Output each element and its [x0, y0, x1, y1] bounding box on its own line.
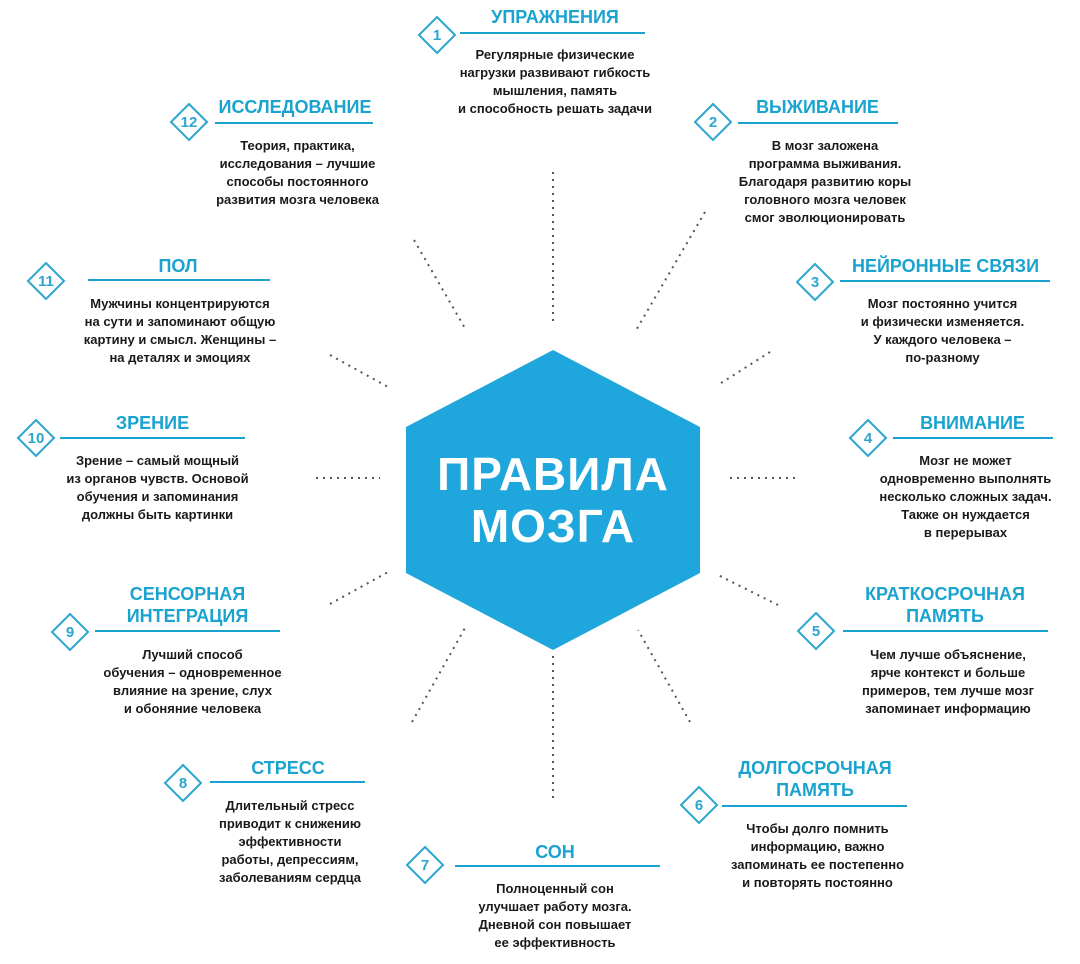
- description-line: примеров, тем лучше мозг: [861, 683, 1034, 698]
- description-line: Мозг не может: [919, 453, 1012, 468]
- rule-10-underline: [60, 437, 245, 439]
- rule-1-title: УПРАЖНЕНИЯ: [491, 7, 619, 27]
- description-line: на деталях и эмоциях: [109, 350, 251, 365]
- description-line: исследования – лучшие: [219, 156, 376, 171]
- center-title-line2: МОЗГА: [470, 500, 636, 552]
- rule-2-underline: [738, 122, 898, 124]
- rule-3-underline: [840, 280, 1050, 282]
- description-line: по-разному: [905, 350, 980, 365]
- rule-2-title: ВЫЖИВАНИЕ: [756, 97, 879, 117]
- rule-12-number-badge: [169, 102, 209, 142]
- rule-12-description: [190, 137, 405, 209]
- rule-1-description: [430, 46, 680, 118]
- rule-11-description: [60, 295, 300, 367]
- rule-9-title-line2: ИНТЕГРАЦИЯ: [126, 606, 249, 626]
- rule-9-underline: [95, 630, 280, 632]
- center-title: [406, 350, 700, 650]
- description-line: запоминает информацию: [865, 701, 1031, 716]
- rule-12-number: 12: [180, 113, 198, 131]
- description-line: Мозг постоянно учится: [867, 296, 1018, 311]
- rule-1-number: 1: [432, 26, 442, 44]
- description-line: смог эволюционировать: [744, 210, 906, 225]
- rule-11-title: ПОЛ: [158, 256, 198, 276]
- rule-3-number: 3: [810, 273, 820, 291]
- rule-4-description: [858, 452, 1073, 542]
- description-line: запоминать ее постепенно: [730, 857, 905, 872]
- description-line: нагрузки развивают гибкость: [459, 65, 651, 80]
- rule-6-description: [705, 820, 930, 892]
- description-line: на сути и запоминают общую: [84, 314, 276, 329]
- rule-9-title: [95, 583, 280, 627]
- description-line: обучения – одновременное: [103, 665, 282, 680]
- rule-7-number: 7: [420, 856, 430, 874]
- description-line: и способность решать задачи: [458, 101, 652, 116]
- description-line: Чтобы долго помнить: [746, 821, 889, 836]
- rule-5-number: 5: [811, 622, 821, 640]
- description-line: развития мозга человека: [216, 192, 379, 207]
- description-line: Лучший способ: [142, 647, 243, 662]
- rule-9-description: [85, 646, 300, 718]
- rule-6-number-badge: [679, 785, 719, 825]
- rule-6-title: [720, 757, 910, 801]
- description-line: эффективности: [238, 834, 342, 849]
- rule-9-number-badge: [50, 612, 90, 652]
- description-line: и физически изменяется.: [860, 314, 1025, 329]
- center-title-line1: ПРАВИЛА: [437, 448, 669, 500]
- description-line: обучения и запоминания: [76, 489, 239, 504]
- description-line: несколько сложных задач.: [879, 489, 1052, 504]
- description-line: способы постоянного: [226, 174, 369, 189]
- ray-12: [414, 240, 466, 330]
- rule-3-title: НЕЙРОННЫЕ СВЯЗИ: [851, 256, 1040, 276]
- description-line: У каждого человека –: [873, 332, 1012, 347]
- rule-5-title-line1: КРАТКОСРОЧНАЯ: [865, 584, 1025, 604]
- description-line: Чем лучше объяснение,: [870, 647, 1026, 662]
- description-line: должны быть картинки: [81, 507, 234, 522]
- description-line: Полноценный сон: [496, 881, 614, 896]
- rule-4-underline: [893, 437, 1053, 439]
- rule-12-title: ИССЛЕДОВАНИЕ: [218, 97, 372, 117]
- description-line: заболеваниям сердца: [219, 870, 361, 885]
- rule-6-title-line2: ПАМЯТЬ: [776, 780, 854, 800]
- description-line: улучшает работу мозга.: [478, 899, 632, 914]
- description-line: Регулярные физические: [475, 47, 635, 62]
- description-line: Длительный стресс: [225, 798, 355, 813]
- rule-5-number-badge: [796, 611, 836, 651]
- rule-9-number: 9: [65, 623, 75, 641]
- description-line: мышления, память: [492, 83, 618, 98]
- ray-11: [330, 355, 388, 387]
- ray-3: [718, 352, 770, 385]
- rule-5-title-line2: ПАМЯТЬ: [906, 606, 984, 626]
- rule-1-underline: [460, 32, 645, 34]
- description-line: картину и смысл. Женщины –: [83, 332, 277, 347]
- rule-6-title-line1: ДОЛГОСРОЧНАЯ: [738, 758, 892, 778]
- ray-2: [635, 212, 705, 332]
- description-line: и обоняние человека: [123, 701, 262, 716]
- rule-4-number: 4: [863, 429, 873, 447]
- rule-8-number: 8: [178, 774, 188, 792]
- rule-5-description: [833, 646, 1063, 718]
- rule-12-underline: [215, 122, 373, 124]
- description-line: Благодаря развитию коры: [738, 174, 912, 189]
- description-line: в перерывах: [923, 525, 1008, 540]
- rule-11-underline: [88, 279, 270, 281]
- rule-10-title: ЗРЕНИЕ: [115, 413, 190, 433]
- rule-2-description: [710, 137, 940, 227]
- rule-7-description: [445, 880, 665, 952]
- rule-3-number-badge: [795, 262, 835, 302]
- rule-8-title: СТРЕСС: [251, 758, 325, 778]
- rule-3-description: [830, 295, 1055, 367]
- rule-2-number-badge: [693, 102, 733, 142]
- ray-9: [330, 572, 388, 604]
- description-line: работы, депрессиям,: [221, 852, 359, 867]
- description-line: приводит к снижению: [218, 816, 361, 831]
- rule-7-number-badge: [405, 845, 445, 885]
- description-line: Теория, практика,: [240, 138, 355, 153]
- rule-8-description: [190, 797, 390, 887]
- description-line: В мозг заложена: [771, 138, 879, 153]
- rule-6-number: 6: [694, 796, 704, 814]
- rule-5-title: [845, 583, 1045, 627]
- description-line: влияние на зрение, слух: [113, 683, 272, 698]
- description-line: Дневной сон повышает: [478, 917, 632, 932]
- description-line: головного мозга человек: [744, 192, 906, 207]
- description-line: ее эффективность: [494, 935, 616, 950]
- description-line: Зрение – самый мощный: [75, 453, 240, 468]
- rule-10-description: [45, 452, 270, 524]
- rule-8-underline: [210, 781, 365, 783]
- description-line: из органов чувств. Основой: [66, 471, 249, 486]
- rule-4-title: ВНИМАНИЕ: [920, 413, 1025, 433]
- rule-6-underline: [722, 805, 907, 807]
- rule-7-title: СОН: [535, 842, 575, 862]
- rule-5-underline: [843, 630, 1048, 632]
- center-hexagon: [406, 350, 700, 650]
- ray-5: [718, 575, 778, 605]
- description-line: ярче контекст и больше: [870, 665, 1026, 680]
- rule-7-underline: [455, 865, 660, 867]
- description-line: информацию, важно: [750, 839, 885, 854]
- description-line: и повторять постоянно: [742, 875, 893, 890]
- description-line: программа выживания.: [748, 156, 902, 171]
- rule-9-title-line1: СЕНСОРНАЯ: [129, 584, 246, 604]
- description-line: Мужчины концентрируются: [90, 296, 270, 311]
- rule-11-number: 11: [38, 272, 54, 290]
- rule-10-number: 10: [27, 429, 45, 447]
- description-line: Также он нуждается: [901, 507, 1030, 522]
- rule-2-number: 2: [708, 113, 718, 131]
- description-line: одновременно выполнять: [879, 471, 1052, 486]
